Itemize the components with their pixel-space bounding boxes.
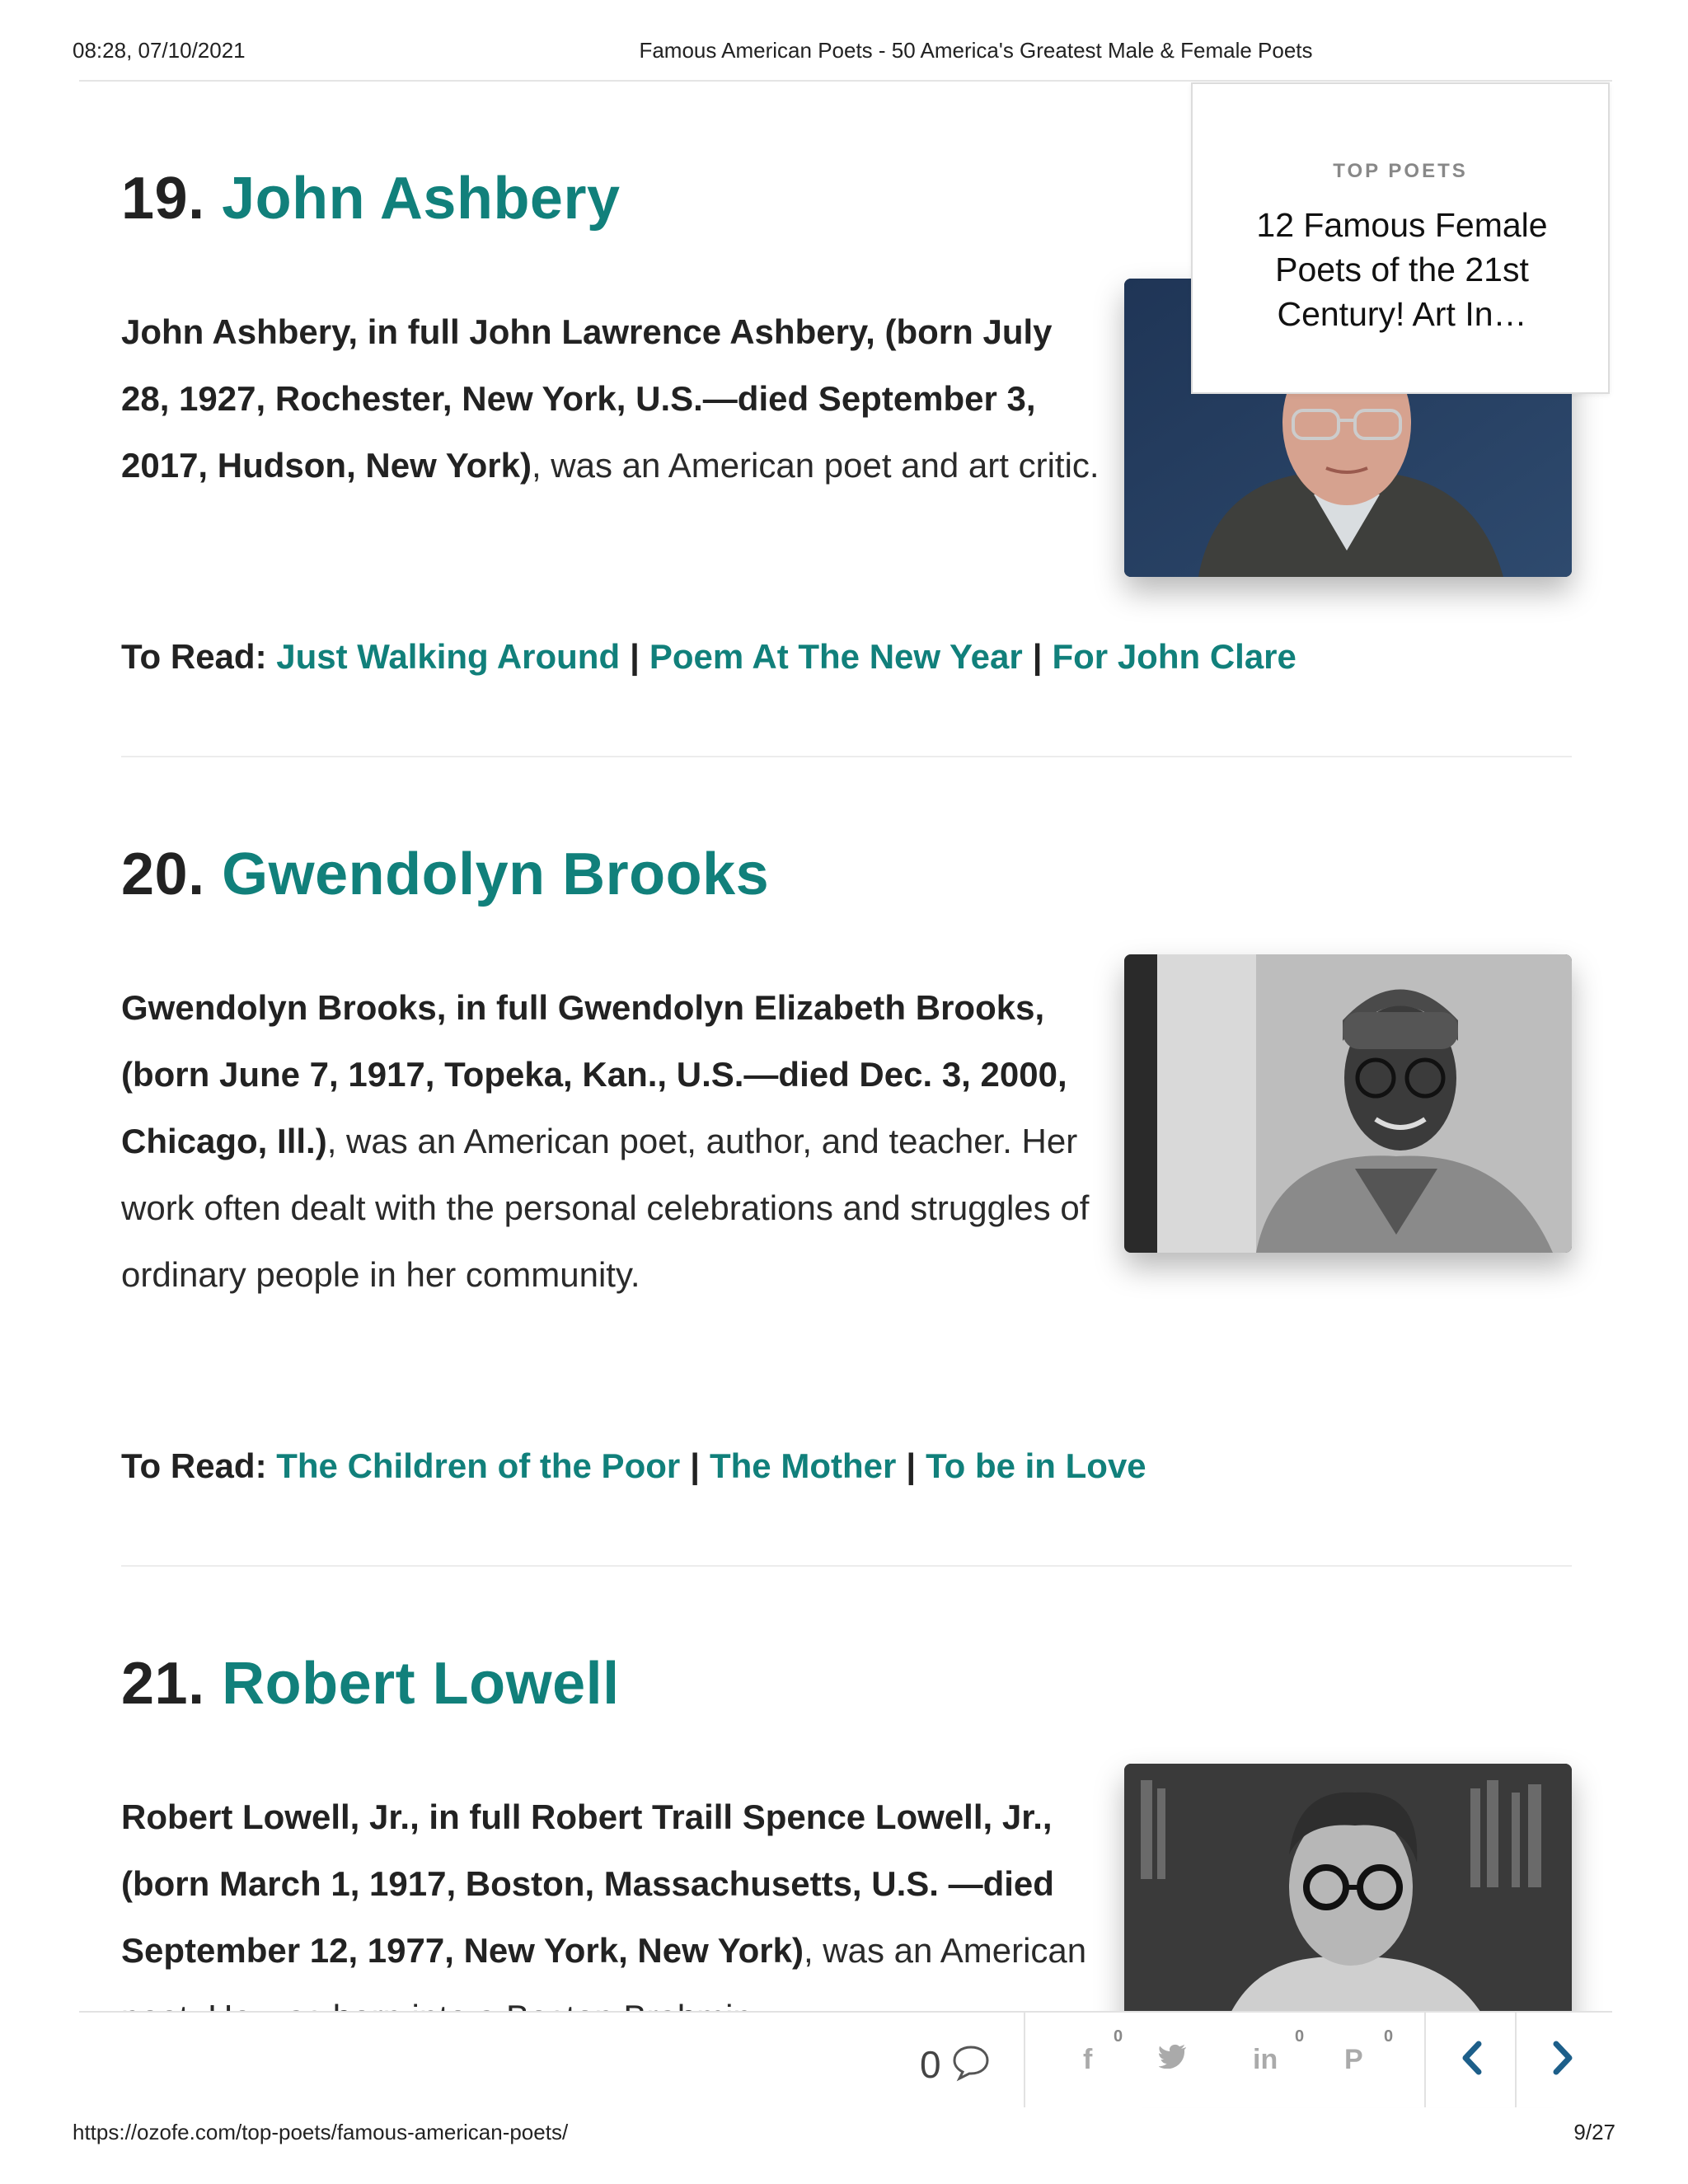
comment-count: 0 <box>920 2043 941 2086</box>
linkedin-icon[interactable]: in <box>1253 2044 1278 2075</box>
poet-heading <box>121 1650 620 1718</box>
share-divider <box>1024 2013 1025 2107</box>
poet-bio <box>121 974 1102 1308</box>
section-divider <box>121 1565 1572 1567</box>
poet-number: 19. <box>121 166 205 232</box>
twitter-icon[interactable] <box>1159 2044 1187 2076</box>
share-bar <box>79 2011 1612 2107</box>
pinterest-icon[interactable]: P <box>1344 2044 1363 2075</box>
poem-link[interactable]: For John Clare <box>1052 637 1296 676</box>
print-url[interactable]: https://ozofe.com/top-poets/famous-american-poets/ <box>73 2120 569 2144</box>
poet-name-link[interactable]: Robert Lowell <box>222 1651 620 1717</box>
poet-name-link[interactable]: Gwendolyn Brooks <box>222 841 770 907</box>
to-read-line <box>121 637 1296 677</box>
print-footer <box>0 2120 1688 2153</box>
poet-number: 21. <box>121 1651 205 1717</box>
to-read-label: To Read: <box>121 1446 267 1485</box>
link-separator: | <box>690 1446 700 1485</box>
print-title: Famous American Poets - 50 America's Greatest Male & Female Poets <box>639 38 1313 63</box>
poem-link[interactable]: The Mother <box>710 1446 897 1485</box>
link-separator: | <box>906 1446 917 1485</box>
to-read-line <box>121 1446 1146 1486</box>
poet-bio-bold: John Ashbery, in full John Lawrence Ashbery, (born July 28, 1927, Rochester, New York, U.S.—died September 3, 2017, Hudson, New York) <box>121 312 1053 485</box>
section-divider <box>121 756 1572 757</box>
poem-link[interactable]: To be in Love <box>926 1446 1146 1485</box>
poet-heading <box>121 165 621 232</box>
facebook-count: 0 <box>1114 2027 1123 2046</box>
top-poets-card[interactable] <box>1191 82 1610 394</box>
header-rule <box>79 80 1612 82</box>
chevron-right-icon[interactable] <box>1546 2037 1579 2083</box>
poet-photo-brooks <box>1124 954 1572 1253</box>
poet-bio-bold: Gwendolyn Brooks, in full Gwendolyn Elizabeth Brooks, (born June 7, 1917, Topeka, Kan., U.S.—died Dec. 3, 2000, Chicago, Ill.) <box>121 988 1067 1160</box>
poem-link[interactable]: The Children of the Poor <box>276 1446 681 1485</box>
linkedin-count: 0 <box>1295 2027 1305 2046</box>
share-divider <box>1515 2013 1517 2107</box>
comment-icon[interactable] <box>951 2042 991 2086</box>
facebook-icon[interactable]: f <box>1083 2044 1093 2075</box>
top-poets-label: TOP POETS <box>1333 160 1468 182</box>
poet-name-link[interactable]: John Ashbery <box>222 166 621 232</box>
poet-number: 20. <box>121 841 205 907</box>
share-divider <box>1424 2013 1426 2107</box>
print-page-number: 9/27 <box>1573 2120 1615 2144</box>
link-separator: | <box>630 637 640 676</box>
poet-bio-rest: , was an American <box>803 1931 1087 1970</box>
pinterest-count: 0 <box>1384 2027 1394 2046</box>
poet-heading <box>121 841 769 908</box>
chevron-left-icon[interactable] <box>1456 2037 1489 2083</box>
print-header <box>0 38 1688 71</box>
poem-link[interactable]: Just Walking Around <box>276 637 621 676</box>
poet-bio-rest: , was an American poet and art critic. <box>531 446 1100 485</box>
print-datetime: 08:28, 07/10/2021 <box>73 38 246 63</box>
poem-link[interactable]: Poem At The New Year <box>649 637 1023 676</box>
poet-bio-bold: Robert Lowell, Jr., in full Robert Traill Spence Lowell, Jr., (born March 1, 1917, Boston, Massachusetts, U.S. —died September 12, 1977, New York, New York) <box>121 1797 1054 1970</box>
to-read-label: To Read: <box>121 637 267 676</box>
link-separator: | <box>1032 637 1043 676</box>
top-poets-title[interactable]: 12 Famous Female Poets of the 21st Century! Art In… <box>1256 206 1548 333</box>
poet-bio <box>121 298 1102 499</box>
poet-bio-rest: , was an American poet, author, and teacher. Her work often dealt with the personal celebrations and struggles of ordinary people in her community. <box>121 1122 1090 1294</box>
